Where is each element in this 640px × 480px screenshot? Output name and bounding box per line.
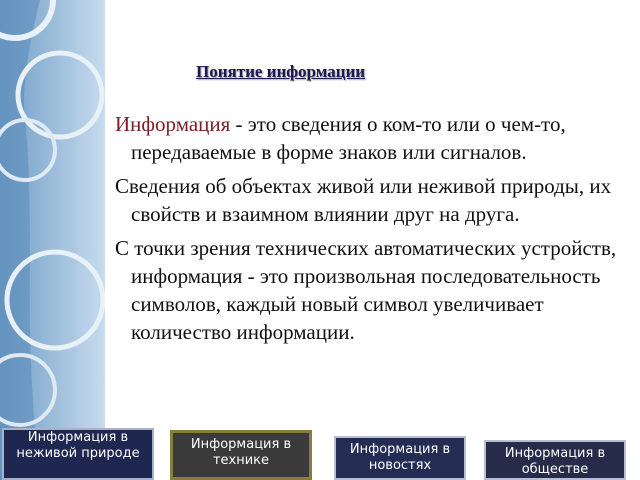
nav-button-inanimate-nature[interactable] (2, 428, 154, 480)
nav-button-label: Информация в новостях (349, 442, 451, 473)
decorative-rings-panel (0, 0, 105, 480)
term-highlight: Информация (115, 112, 231, 136)
paragraph-nature (115, 172, 625, 228)
nav-button-technology[interactable] (170, 430, 312, 480)
nav-button-label: Информация в обществе (504, 446, 606, 477)
paragraph-definition (115, 110, 625, 166)
nav-button-label: Информация в технике (190, 437, 292, 468)
nav-button-news[interactable] (334, 436, 466, 480)
slide-title: Понятие информации (196, 62, 366, 81)
nav-button-label: Информация в неживой природе (16, 430, 140, 461)
paragraph-text: Сведения об объектах живой или неживой природы, их свойств и взаимном влиянии друг на друга. (115, 174, 612, 226)
slide-body (115, 110, 625, 352)
nav-button-society[interactable] (484, 440, 626, 480)
paragraph-text: - это сведения о ком-то или о чем-то, передаваемые в форме знаков или сигналов. (131, 112, 566, 164)
paragraph-technical (115, 234, 625, 346)
paragraph-text: С точки зрения технических автоматических устройств, информация - это произвольная последовательность символов, каждый новый символ увеличивает количество информации. (115, 236, 617, 344)
